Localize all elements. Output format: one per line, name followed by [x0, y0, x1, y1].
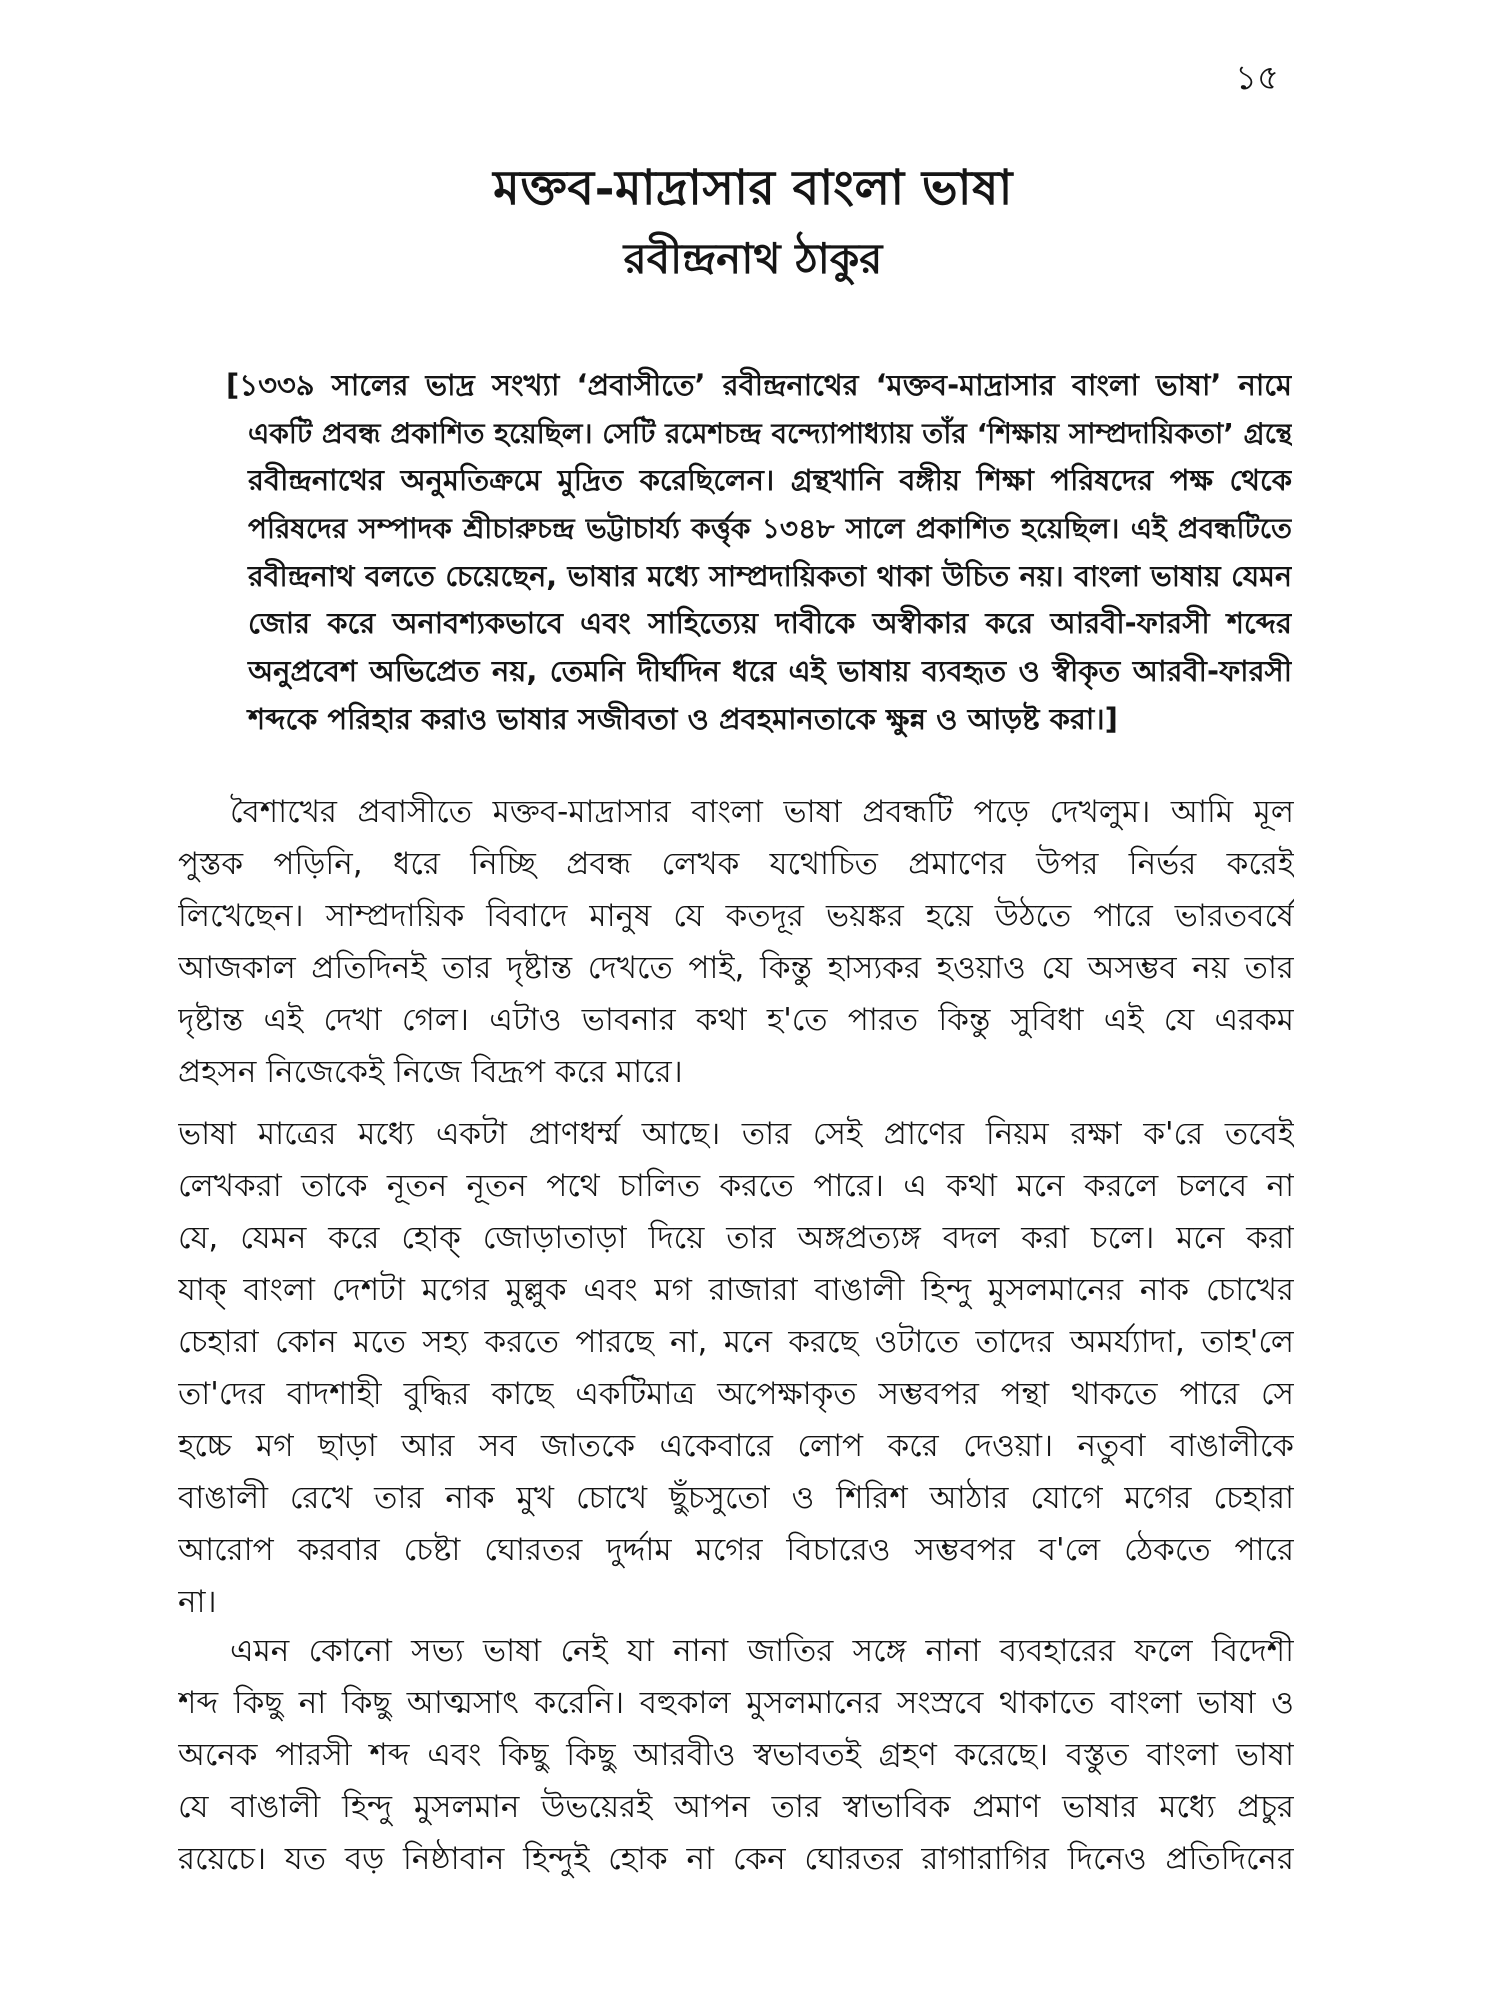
- paragraph-line: রয়েচে। যত বড় নিষ্ঠাবান হিন্দুই হোক না কেন ঘোরতর রাগারাগির দিনেও প্রতিদিনের: [178, 1841, 1294, 1877]
- editorial-note: [226, 362, 1292, 744]
- paragraph-line: ভাষা মাত্রের মধ্যে একটা প্রাণধর্ম্ম আছে। তার সেই প্রাণের নিয়ম রক্ষা ক'রে তবেই: [178, 1116, 1294, 1152]
- paragraph-line: বৈশাখের প্রবাসীতে মক্তব-মাদ্রাসার বাংলা ভাষা প্রবন্ধটি পড়ে দেখলুম। আমি মূল: [230, 794, 1294, 830]
- paragraph-line: চেহারা কোন মতে সহ্য করতে পারছে না, মনে করছে ওটাতে তাদের অমর্য্যাদা, তাহ'লে: [178, 1324, 1294, 1360]
- page-number: ১৫: [1235, 58, 1280, 98]
- paragraph-1: [178, 786, 1294, 1098]
- paragraph-line: শব্দ কিছু না কিছু আত্মসাৎ করেনি। বহুকাল মুসলমানের সংস্রবে থাকাতে বাংলা ভাষা ও: [178, 1685, 1294, 1721]
- paragraph-line: যে, যেমন করে হোক্ জোড়াতাড়া দিয়ে তার অঙ্গপ্রত্যঙ্গ বদল করা চলে। মনে করা: [178, 1220, 1294, 1256]
- intro-line: একটি প্রবন্ধ প্রকাশিত হয়েছিল। সেটি রমেশচন্দ্র বন্দ্যোপাধ্যায় তাঁর ‘শিক্ষায় সাম্প্রদায়িকতা’ গ্রন্থে: [248, 416, 1292, 450]
- intro-line: [১৩৩৯ সালের ভাদ্র সংখ্যা ‘প্রবাসীতে’ রবীন্দ্রনাথের ‘মক্তব-মাদ্রাসার বাংলা ভাষা’ নামে: [226, 368, 1292, 402]
- paragraph-line: দৃষ্টান্ত এই দেখা গেল। এটাও ভাবনার কথা হ'তে পারত কিন্তু সুবিধা এই যে এরকম: [178, 1002, 1294, 1038]
- intro-line: অনুপ্রবেশ অভিপ্রেত নয়, তেমনি দীর্ঘদিন ধরে এই ভাষায় ব্যবহৃত ও স্বীকৃত আরবী-ফারসী: [248, 654, 1292, 689]
- paragraph-line: না।: [178, 1584, 217, 1620]
- paragraph-line: এমন কোনো সভ্য ভাষা নেই যা নানা জাতির সঙ্গে নানা ব্যবহারের ফলে বিদেশী: [230, 1633, 1294, 1669]
- paragraph-3: [178, 1625, 1294, 1885]
- paragraph-line: পুস্তক পড়িনি, ধরে নিচ্ছি প্রবন্ধ লেখক যথোচিত প্রমাণের উপর নির্ভর করেই: [178, 846, 1294, 882]
- paragraph-line: বাঙালী রেখে তার নাক মুখ চোখে ছুঁচসুতো ও শিরিশ আঠার যোগে মগের চেহারা: [178, 1480, 1294, 1516]
- paragraph-line: লেখকরা তাকে নূতন নূতন পথে চালিত করতে পারে। এ কথা মনে করলে চলবে না: [178, 1168, 1294, 1204]
- paragraph-line: লিখেছেন। সাম্প্রদায়িক বিবাদে মানুষ যে কতদূর ভয়ঙ্কর হয়ে উঠতে পারে ভারতবর্ষে: [178, 898, 1294, 934]
- paragraph-2: [178, 1108, 1294, 1628]
- paragraph-line: আরোপ করবার চেষ্টা ঘোরতর দুর্দ্দাম মগের বিচারেও সম্ভবপর ব'লে ঠেকতে পারে: [178, 1532, 1294, 1568]
- intro-line: রবীন্দ্রনাথ বলতে চেয়েছেন, ভাষার মধ্যে সাম্প্রদায়িকতা থাকা উচিত নয়। বাংলা ভাষায় যেমন: [248, 559, 1292, 593]
- page-title: মক্তব-মাদ্রাসার বাংলা ভাষা: [493, 160, 1013, 216]
- paragraph-line: হচ্চে মগ ছাড়া আর সব জাতকে একেবারে লোপ করে দেওয়া। নতুবা বাঙালীকে: [178, 1428, 1294, 1464]
- paragraph-line: যাক্ বাংলা দেশটা মগের মুল্লুক এবং মগ রাজারা বাঙালী হিন্দু মুসলমানের নাক চোখের: [178, 1272, 1294, 1308]
- paragraph-line: তা'দের বাদশাহী বুদ্ধির কাছে একটিমাত্র অপেক্ষাকৃত সম্ভবপর পন্থা থাকতে পারে সে: [178, 1376, 1294, 1412]
- intro-line: পরিষদের সম্পাদক শ্রীচারুচন্দ্র ভট্টাচার্য্য কর্ত্তৃক ১৩৪৮ সালে প্রকাশিত হয়েছিল। এই প্রবন্ধটিতে: [248, 512, 1292, 546]
- paragraph-line: আজকাল প্রতিদিনই তার দৃষ্টান্ত দেখতে পাই, কিন্তু হাস্যকর হওয়াও যে অসম্ভব নয় তার: [178, 950, 1294, 986]
- paragraph-line: অনেক পারসী শব্দ এবং কিছু কিছু আরবীও স্বভাবতই গ্রহণ করেছে। বস্তুত বাংলা ভাষা: [178, 1737, 1294, 1773]
- paragraph-line: যে বাঙালী হিন্দু মুসলমান উভয়েরই আপন তার স্বাভাবিক প্রমাণ ভাষার মধ্যে প্রচুর: [178, 1789, 1294, 1825]
- author-name: রবীন্দ্রনাথ ঠাকুর: [623, 234, 883, 283]
- intro-line: রবীন্দ্রনাথের অনুমতিক্রমে মুদ্রিত করেছিলেন। গ্রন্থখানি বঙ্গীয় শিক্ষা পরিষদের পক্ষ থেকে: [248, 463, 1292, 498]
- intro-line: জোর করে অনাবশ্যকভাবে এবং সাহিত্যেয় দাবীকে অস্বীকার করে আরবী-ফারসী শব্দের: [248, 606, 1292, 641]
- intro-line: শব্দকে পরিহার করাও ভাষার সজীবতা ও প্রবহমানতাকে ক্ষুন্ন ও আড়ষ্ট করা।]: [248, 701, 1118, 736]
- paragraph-line: প্রহসন নিজেকেই নিজে বিদ্রূপ করে মারে।: [178, 1054, 683, 1090]
